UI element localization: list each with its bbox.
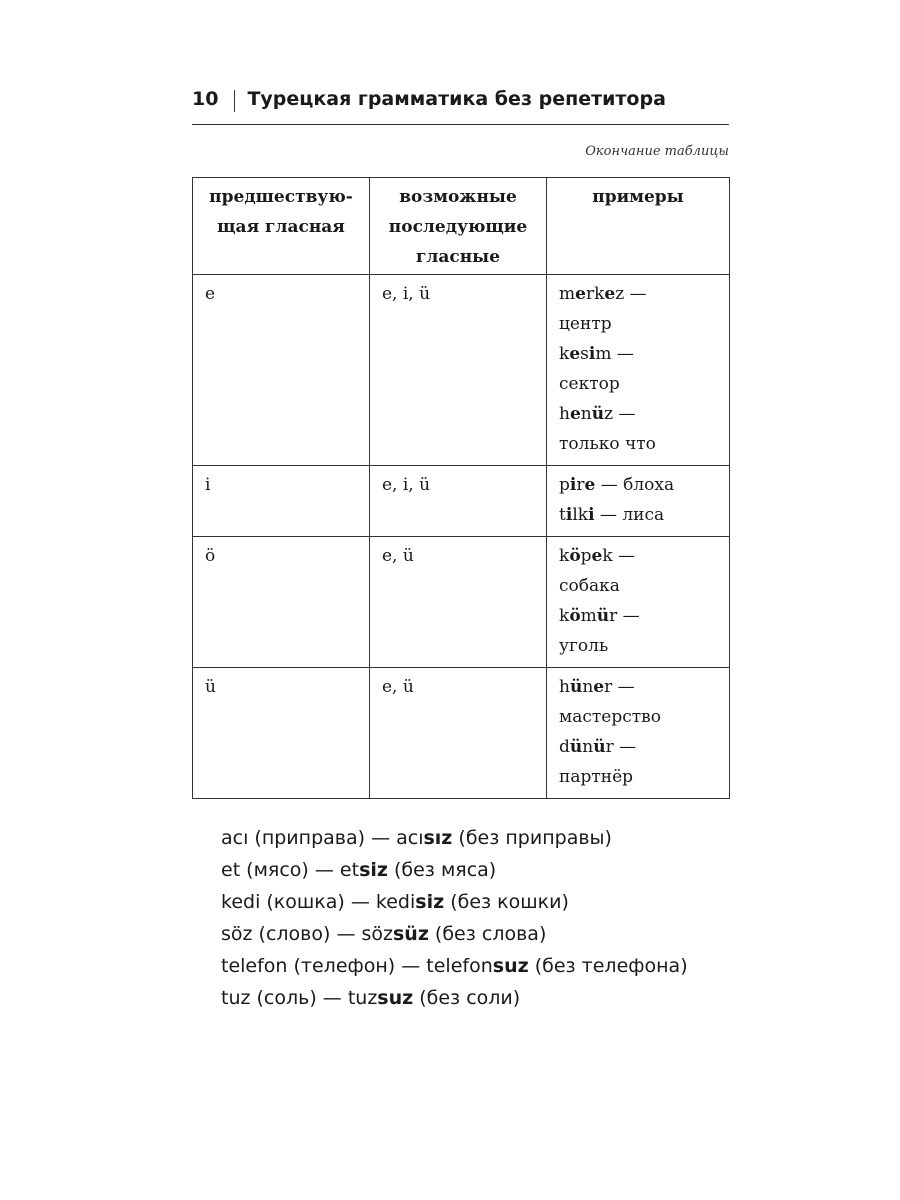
suffix-examples	[221, 822, 688, 1014]
header-separator	[234, 90, 235, 112]
header-examples	[547, 178, 730, 275]
text-segment: r	[576, 475, 585, 495]
text-segment: (без кошки)	[444, 891, 569, 913]
example-sentence	[221, 886, 688, 918]
bold-segment: e	[591, 546, 603, 566]
text-segment: центр	[559, 314, 612, 334]
text-segment: z —	[604, 404, 636, 424]
bold-segment: siz	[415, 891, 445, 913]
text-segment: мастерство	[559, 707, 661, 727]
bold-segment: i	[565, 505, 573, 525]
bold-segment: ü	[593, 737, 606, 757]
bold-segment: ö	[569, 606, 581, 626]
header-line: последующие	[388, 217, 528, 237]
text-segment: söz (слово) — söz	[221, 923, 393, 945]
text-segment: собака	[559, 576, 620, 596]
table-row	[193, 275, 730, 466]
header-line: примеры	[592, 187, 684, 207]
text-segment: t	[559, 505, 566, 525]
text-segment: партнёр	[559, 767, 634, 787]
header-line: гласные	[415, 247, 501, 267]
text-segment: r —	[604, 677, 635, 697]
example-line	[559, 399, 719, 429]
example-line	[559, 601, 719, 631]
example-line	[559, 541, 719, 571]
example-line	[559, 279, 719, 309]
text-segment: s	[580, 344, 589, 364]
bold-segment: e	[604, 284, 616, 304]
preceding-vowel-cell: ö	[193, 537, 370, 668]
example-line	[559, 732, 719, 762]
example-line	[559, 500, 719, 530]
text-segment: acı (приправа) — acı	[221, 827, 424, 849]
following-vowels-cell: e, ü	[370, 537, 547, 668]
text-segment: — блоха	[595, 475, 675, 495]
bold-segment: suz	[377, 987, 414, 1009]
text-segment: (без телефона)	[528, 955, 688, 977]
text-segment: z —	[615, 284, 647, 304]
table-continuation-caption: Окончание таблицы	[585, 144, 729, 159]
example-line	[559, 369, 719, 399]
bold-segment: ü	[596, 606, 610, 626]
text-segment: p	[559, 475, 570, 495]
text-segment: n	[582, 737, 594, 757]
text-segment: уголь	[559, 636, 609, 656]
bold-segment: i	[588, 344, 596, 364]
example-line	[559, 631, 719, 661]
page-number: 10	[192, 88, 219, 110]
bold-segment: e	[569, 344, 581, 364]
text-segment: k	[559, 606, 570, 626]
examples-cell	[547, 537, 730, 668]
preceding-vowel-cell: e	[193, 275, 370, 466]
header-line: возможные	[399, 187, 517, 207]
text-segment: p	[580, 546, 592, 566]
example-sentence	[221, 854, 688, 886]
text-segment: h	[559, 677, 570, 697]
text-segment: n	[582, 677, 594, 697]
text-segment: сектор	[559, 374, 620, 394]
vowel-harmony-table	[192, 177, 730, 799]
examples-cell	[547, 668, 730, 799]
example-line	[559, 470, 719, 500]
text-segment: lk	[572, 505, 589, 525]
text-segment: rk	[585, 284, 605, 304]
following-vowels-cell: e, ü	[370, 668, 547, 799]
bold-segment: e	[584, 475, 596, 495]
example-line	[559, 702, 719, 732]
table-row	[193, 466, 730, 537]
preceding-vowel-cell: ü	[193, 668, 370, 799]
text-segment: (без соли)	[413, 987, 521, 1009]
text-segment: et (мясо) — et	[221, 859, 360, 881]
example-sentence	[221, 950, 688, 982]
example-line	[559, 571, 719, 601]
bold-segment: ö	[569, 546, 581, 566]
bold-segment: süz	[392, 923, 429, 945]
example-line	[559, 429, 719, 459]
bold-segment: sız	[423, 827, 453, 849]
text-segment: h	[559, 404, 570, 424]
text-segment: m	[559, 284, 576, 304]
examples-cell	[547, 466, 730, 537]
text-segment: tuz (соль) — tuz	[221, 987, 378, 1009]
example-line	[559, 672, 719, 702]
bold-segment: ü	[569, 677, 583, 697]
bold-segment: i	[569, 475, 577, 495]
text-segment: r —	[605, 737, 637, 757]
preceding-vowel-cell: i	[193, 466, 370, 537]
text-segment: k —	[602, 546, 636, 566]
book-title: Турецкая грамматика без репетитора	[247, 88, 666, 110]
text-segment: r —	[609, 606, 640, 626]
example-line	[559, 339, 719, 369]
text-segment: m —	[595, 344, 634, 364]
example-sentence	[221, 982, 688, 1014]
text-segment: kedi (кошка) — kedi	[221, 891, 416, 913]
bold-segment: siz	[359, 859, 388, 881]
bold-segment: e	[593, 677, 605, 697]
bold-segment: ü	[591, 404, 605, 424]
running-header	[192, 88, 729, 125]
header-possible-following	[370, 178, 547, 275]
text-segment: (без слова)	[428, 923, 547, 945]
example-sentence	[221, 918, 688, 950]
header-preceding-vowel	[193, 178, 370, 275]
text-segment: (без приправы)	[452, 827, 612, 849]
text-segment: n	[580, 404, 592, 424]
bold-segment: e	[575, 284, 586, 304]
bold-segment: ü	[569, 737, 583, 757]
text-segment: — лиса	[594, 505, 665, 525]
text-segment: m	[580, 606, 597, 626]
text-segment: (без мяса)	[387, 859, 497, 881]
table-row	[193, 537, 730, 668]
header-line: предшествую-	[209, 187, 353, 207]
following-vowels-cell: e, i, ü	[370, 466, 547, 537]
following-vowels-cell: e, i, ü	[370, 275, 547, 466]
table-row	[193, 668, 730, 799]
example-line	[559, 309, 719, 339]
text-segment: d	[559, 737, 570, 757]
text-segment: k	[559, 344, 570, 364]
example-line	[559, 762, 719, 792]
header-line: щая гласная	[217, 217, 345, 237]
text-segment: только что	[559, 434, 656, 454]
text-segment: telefon (телефон) — telefon	[221, 955, 493, 977]
examples-cell	[547, 275, 730, 466]
bold-segment: suz	[492, 955, 529, 977]
example-sentence	[221, 822, 688, 854]
text-segment: k	[559, 546, 570, 566]
bold-segment: i	[588, 505, 595, 525]
table-header-row	[193, 178, 730, 275]
bold-segment: e	[569, 404, 581, 424]
